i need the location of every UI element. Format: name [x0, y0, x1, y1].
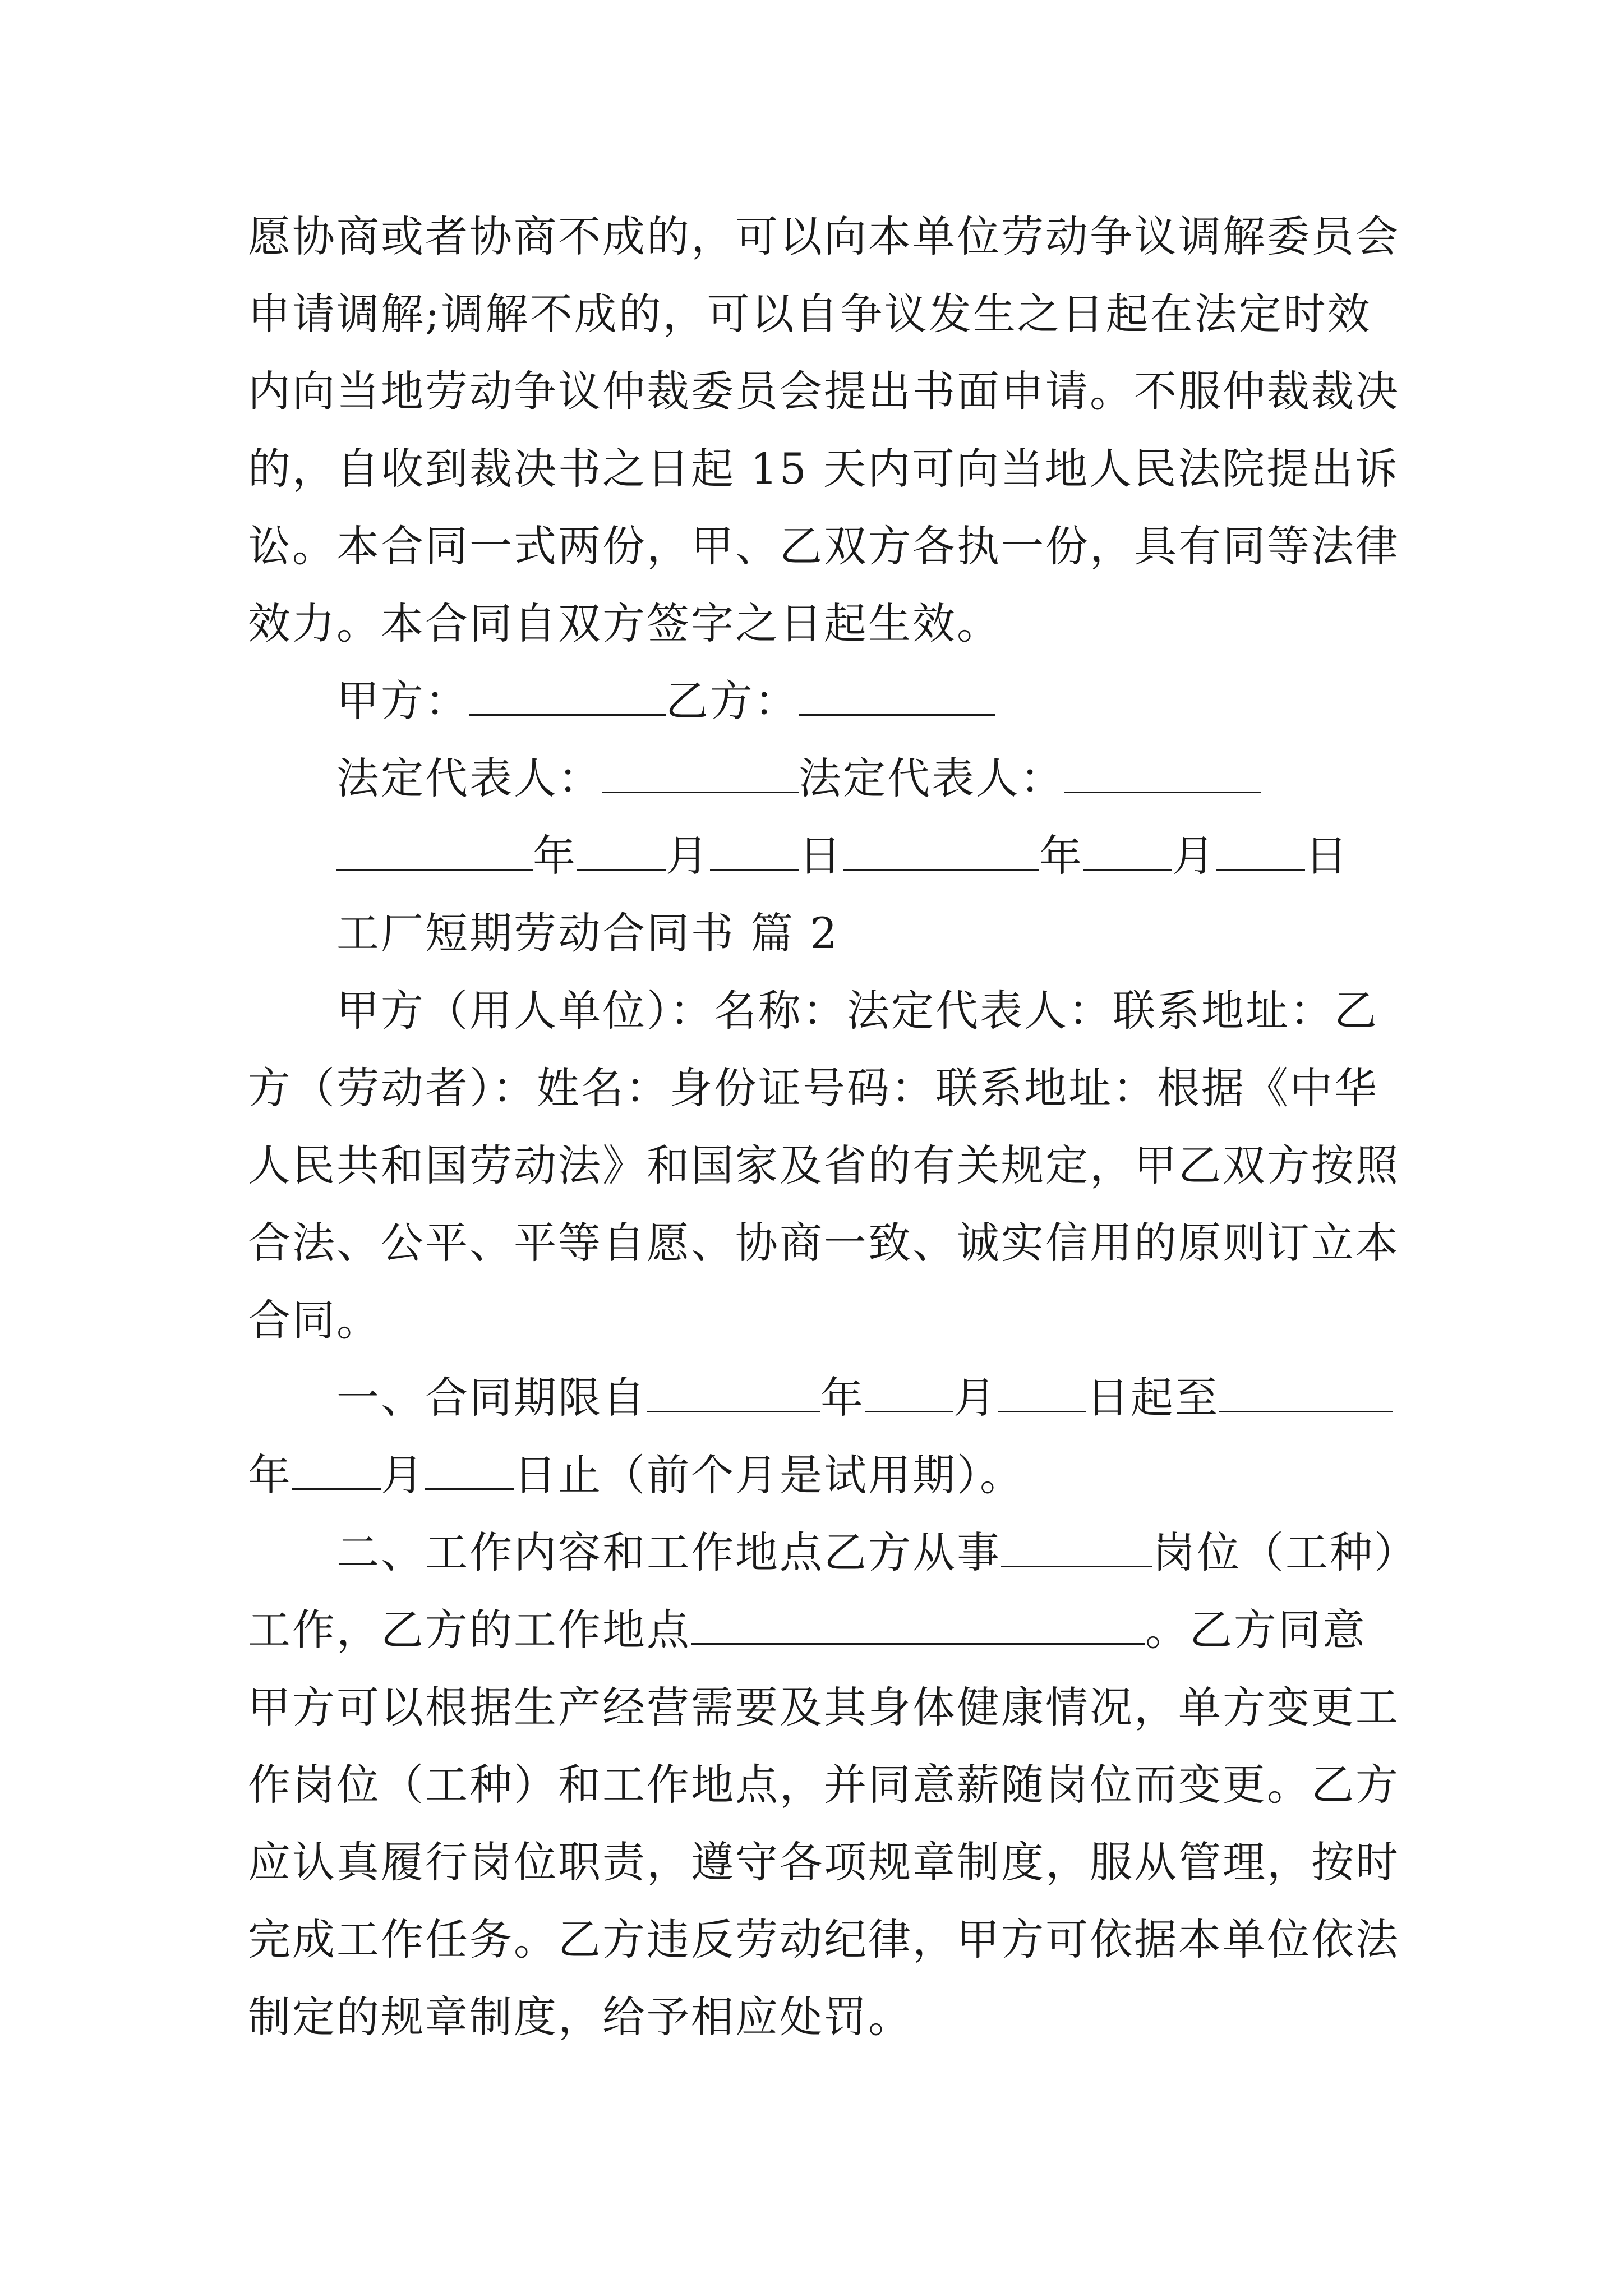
clause-1-prefix: 一、合同期限自	[336, 1373, 647, 1423]
intro-line: 人民共和国劳动法》和国家及省的有关规定，甲乙双方按照	[248, 1140, 1400, 1190]
intro-line: 合法、公平、平等自愿、协商一致、诚实信用的原则订立本	[248, 1218, 1400, 1268]
clause-2-line: 甲方可以根据生产经营需要及其身体健康情况，单方变更工	[248, 1682, 1400, 1732]
party-b-blank	[799, 676, 995, 716]
signature-party-line	[336, 673, 995, 729]
clause-1-end: 日止（前个月是试用期）。	[514, 1450, 1024, 1500]
year-a-label: 年	[533, 831, 577, 881]
start-month-blank	[865, 1373, 953, 1412]
intro-line: 方（劳动者）：姓名：身份证号码：联系地址：根据《中华	[248, 1063, 1378, 1113]
year-a-blank	[336, 831, 533, 871]
end-month-blank	[292, 1450, 381, 1490]
location-blank	[691, 1605, 1145, 1645]
end-year-blank	[1219, 1373, 1393, 1412]
month-b-label: 月	[1172, 831, 1216, 881]
clause-2-line: 制定的规章制度，给予相应处罚。	[248, 1992, 912, 2042]
clause-2-line	[336, 1525, 1418, 1581]
end-day-blank	[425, 1450, 514, 1490]
clause-2-line	[248, 1602, 1367, 1658]
month-b-blank	[1083, 831, 1172, 871]
body-line: 讼。本合同一式两份，甲、乙双方各执一份，具有同等法律	[248, 521, 1400, 571]
party-b-label: 乙方：	[666, 676, 799, 726]
start-day-blank	[998, 1373, 1086, 1412]
month-a-blank	[577, 831, 666, 871]
end-year-label: 年	[248, 1450, 292, 1500]
start-year-blank	[647, 1373, 820, 1412]
end-month-label: 月	[381, 1450, 425, 1500]
day-b-blank	[1216, 831, 1305, 871]
clause-2-location-label: 工作，乙方的工作地点	[248, 1605, 691, 1655]
day-b-label: 日	[1305, 831, 1349, 881]
signature-rep-line	[336, 751, 1261, 807]
month-a-label: 月	[666, 831, 710, 881]
year-b-blank	[843, 831, 1039, 871]
clause-2-line: 完成工作任务。乙方违反劳动纪律，甲方可依据本单位依法	[248, 1915, 1400, 1964]
section-title: 工厂短期劳动合同书 篇 2	[336, 908, 839, 958]
position-blank	[1001, 1527, 1152, 1567]
party-a-label: 甲方：	[336, 676, 469, 726]
legal-rep-b-label: 法定代表人：	[799, 753, 1064, 803]
body-line: 效力。本合同自双方签字之日起生效。	[248, 599, 1001, 648]
start-day-label: 日起至	[1086, 1373, 1219, 1423]
clause-2-prefix: 二、工作内容和工作地点乙方从事	[336, 1527, 1001, 1577]
clause-2-agree: 。乙方同意	[1145, 1605, 1367, 1655]
legal-rep-a-blank	[602, 753, 799, 793]
body-line: 申请调解;调解不成的，可以自争议发生之日起在法定时效	[248, 289, 1372, 339]
signature-date-line	[336, 828, 1349, 884]
day-a-label: 日	[799, 831, 843, 881]
legal-rep-b-blank	[1064, 753, 1261, 793]
clause-2-line: 作岗位（工种）和工作地点，并同意薪随岗位而变更。乙方	[248, 1760, 1400, 1810]
year-b-label: 年	[1039, 831, 1083, 881]
clause-2-position: 岗位（工种）	[1152, 1527, 1418, 1577]
clause-1-line	[336, 1370, 1393, 1426]
intro-line: 甲方（用人单位）：名称：法定代表人：联系地址：乙	[336, 986, 1378, 1036]
day-a-blank	[710, 831, 799, 871]
legal-rep-a-label: 法定代表人：	[336, 753, 602, 803]
clause-2-line: 应认真履行岗位职责，遵守各项规章制度，服从管理，按时	[248, 1837, 1400, 1887]
clause-1-line	[248, 1447, 1024, 1503]
intro-line: 合同。	[248, 1295, 381, 1345]
party-a-blank	[469, 676, 666, 716]
body-line: 愿协商或者协商不成的，可以向本单位劳动争议调解委员会	[248, 211, 1400, 261]
body-line: 内向当地劳动争议仲裁委员会提出书面申请。不服仲裁裁决	[248, 366, 1400, 416]
start-year-label: 年	[820, 1373, 865, 1423]
body-line: 的，自收到裁决书之日起 15 天内可向当地人民法院提出诉	[248, 444, 1400, 494]
start-month-label: 月	[953, 1373, 998, 1423]
